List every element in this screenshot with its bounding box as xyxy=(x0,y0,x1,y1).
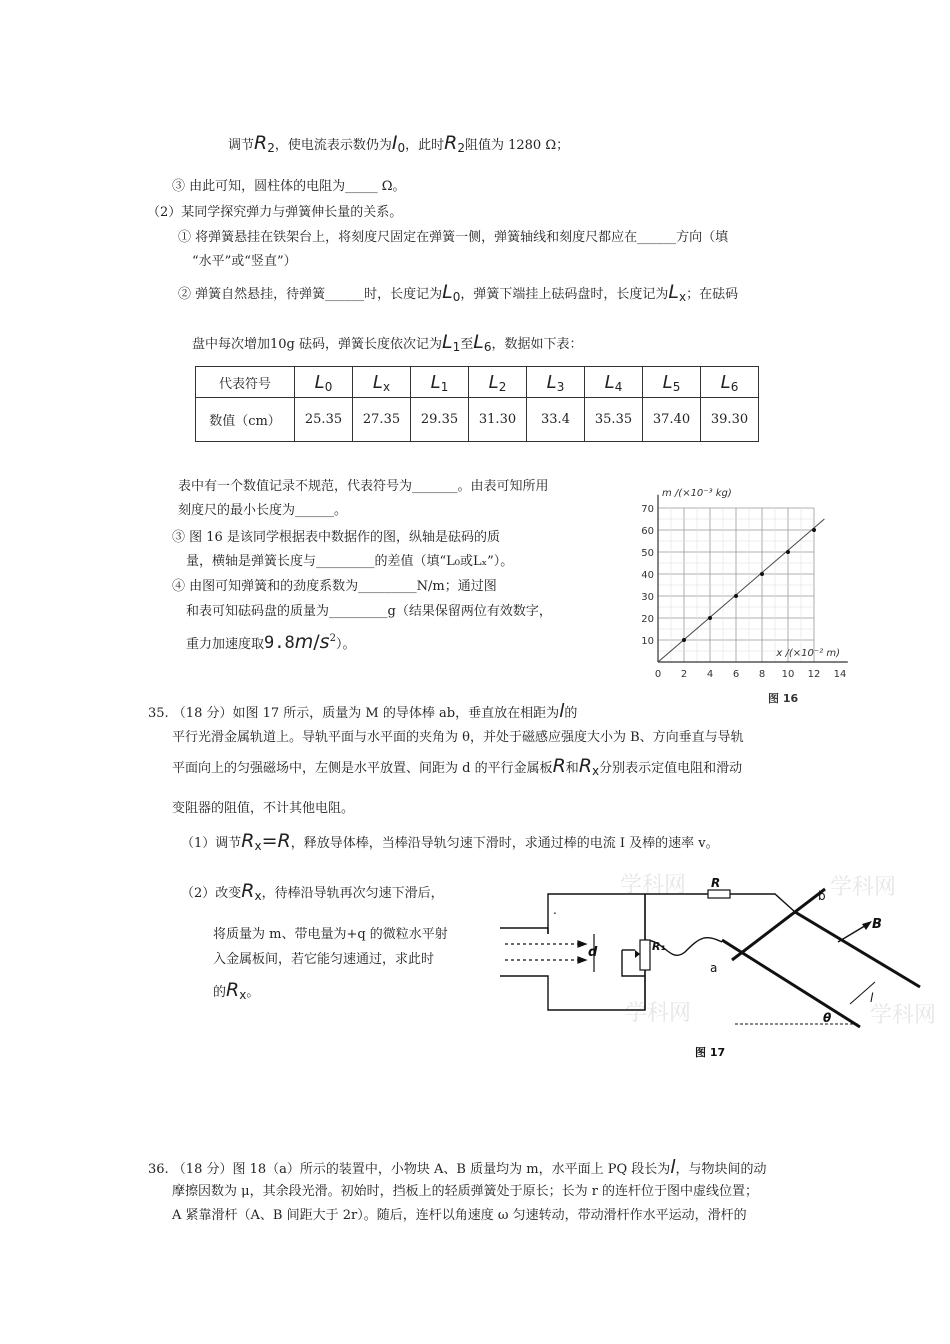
table-symbol-cell: L0 xyxy=(295,367,353,398)
q2-step3: 盘中每次增加10g 砝码，弹簧长度依次记为L1至L6，数据如下表： xyxy=(192,331,583,354)
y-tick-label: 40 xyxy=(641,570,654,581)
table-value-cell: 37.40 xyxy=(643,398,701,442)
q35-line3: 平面向上的匀强磁场中，左侧是水平放置、间距为 d 的平行金属板R和Rx分别表示定值电阻和滑动 xyxy=(172,755,743,778)
label-r1: R₁ xyxy=(652,940,666,953)
q2-para4: 量，横轴是弹簧长度与_________的差值（填“L₀或Lₓ”）。 xyxy=(186,554,514,569)
data-point xyxy=(760,572,764,576)
resistor-r xyxy=(708,890,730,898)
x-axis-label: x /(×10⁻² m) xyxy=(776,648,840,659)
x-tick-label: 2 xyxy=(680,669,688,680)
q2-para6: 和表可知砝码盘的质量为_________g（结果保留两位有效数字， xyxy=(186,604,552,619)
q35-line1: 35. （18 分）如图 17 所示，质量为 M 的导体棒 ab，垂直放在相距为l的 xyxy=(148,700,578,722)
q35-part2-line4: 的Rx。 xyxy=(213,979,260,1002)
q2-step2: ② 弹簧自然悬挂，待弹簧______时，长度记为L0，弹簧下端挂上砝码盘时，长度记为Lx；在砝码 xyxy=(178,281,739,304)
figure-16-caption: 图 16 xyxy=(768,692,799,705)
q36-line1: 36. （18 分）图 18（a）所示的装置中，小物块 A、B 质量均为 m，水平面上 PQ 段长为l，与物块间的动 xyxy=(148,1156,767,1178)
data-point xyxy=(812,528,816,532)
text-line-adjust-r2: 调节R2，使电流表示数仍为I0，此时R2阻值为 1280 Ω； xyxy=(228,132,570,155)
q36-line2: 摩擦因数为 μ，其余段光滑。初始时，挡板上的轻质弹簧处于原长；长为 r 的连杆位于图中虚线位置； xyxy=(172,1184,759,1199)
b-field-arrow xyxy=(838,924,868,942)
x-tick-label: 4 xyxy=(706,669,714,680)
table-value-cell: 25.35 xyxy=(295,398,353,442)
watermark: 学科网 xyxy=(830,875,897,900)
question-2-title: （2）某同学探究弹力与弹簧伸长量的关系。 xyxy=(147,205,403,220)
q35-part2-line3: 入金属板间，若它能匀速通过，求此时 xyxy=(213,952,435,967)
q36-line3: A 紧靠滑杆（A、B 间距大于 2r）。随后，连杆以角速度 ω 匀速转动，带动滑杆作水平运动，滑杆的 xyxy=(172,1208,747,1223)
y-tick-label: 20 xyxy=(641,614,654,625)
table-value-cell: 39.30 xyxy=(701,398,759,442)
label-dot: . xyxy=(553,903,557,917)
table-symbol-cell: L3 xyxy=(527,367,585,398)
watermark: 学科网 xyxy=(620,873,687,898)
y-tick-label: 10 xyxy=(641,636,654,647)
q35-part2-line2: 将质量为 m、带电量为+q 的微粒水平射 xyxy=(213,927,448,942)
table-row xyxy=(196,398,759,442)
table-value-cell: 31.30 xyxy=(469,398,527,442)
table-header-cell: 代表符号 xyxy=(196,367,295,398)
q2-para3: ③ 图 16 是该同学根据表中数据作的图，纵轴是砝码的质 xyxy=(172,530,500,545)
x-tick-label: 10 xyxy=(781,669,795,680)
text-line-resistance: ③ 由此可知，圆柱体的电阻为_____ Ω。 xyxy=(172,179,406,194)
q2-step1a: ① 将弹簧悬挂在铁架台上，将刻度尺固定在弹簧一侧，弹簧轴线和刻度尺都应在______方向（填 xyxy=(178,230,729,245)
figure-16-graph xyxy=(630,482,860,712)
table-value-cell: 29.35 xyxy=(411,398,469,442)
y-tick-label: 70 xyxy=(641,504,654,515)
label-B: B xyxy=(872,917,882,932)
label-r: R xyxy=(711,876,721,890)
y-tick-label: 60 xyxy=(641,526,654,537)
figure-17-circuit xyxy=(500,872,940,1072)
q2-step1b: “水平”或“竖直”） xyxy=(192,254,297,269)
q2-para5: ④ 由图可知弹簧和的劲度系数为_________N/m；通过图 xyxy=(172,579,497,594)
table-symbol-cell: L5 xyxy=(643,367,701,398)
watermark: 学科网 xyxy=(870,1003,937,1028)
y-tick-label: 50 xyxy=(641,548,654,559)
graph-grid xyxy=(658,508,814,662)
table-symbol-cell: L1 xyxy=(411,367,469,398)
table-header-cell: 数值（cm） xyxy=(196,398,295,442)
label-l: l xyxy=(870,991,874,1005)
conductor-rod-ab xyxy=(732,889,825,960)
q2-para7: 重力加速度取$9.8m/s^2$）。 xyxy=(186,631,356,653)
slider-arrow-icon xyxy=(635,950,640,958)
q35-part2: （2）改变Rx，待棒沿导轨再次匀速下滑后， xyxy=(181,880,444,903)
table-symbol-cell: L4 xyxy=(585,367,643,398)
table-value-cell: 35.35 xyxy=(585,398,643,442)
b-arrow-head-icon xyxy=(862,921,872,930)
x-tick-label: 6 xyxy=(732,669,740,680)
q2-para2: 刻度尺的最小长度为______。 xyxy=(178,503,348,518)
q35-part1: （1）调节Rx=R，释放导体棒，当棒沿导轨匀速下滑时，求通过棒的电流 I 及棒的速率 v。 xyxy=(181,830,719,853)
data-point xyxy=(682,638,686,642)
x-tick-label: 0 xyxy=(654,669,662,680)
label-b: b xyxy=(818,889,826,903)
table-value-cell: 33.4 xyxy=(527,398,585,442)
particle-beam xyxy=(505,934,594,972)
table-symbol-cell: L2 xyxy=(469,367,527,398)
watermark: 学科网 xyxy=(625,1001,692,1026)
label-d: d xyxy=(588,945,598,960)
data-table xyxy=(195,366,759,442)
q35-line4: 变阻器的阻值，不计其他电阻。 xyxy=(172,801,355,816)
x-tick-label: 14 xyxy=(833,669,847,680)
x-tick-label: 12 xyxy=(807,669,821,680)
y-axis-label: m /(×10⁻³ kg) xyxy=(662,488,732,499)
y-tick-label: 30 xyxy=(641,592,654,603)
data-point xyxy=(708,616,712,620)
table-value-cell: 27.35 xyxy=(353,398,411,442)
x-tick-label: 8 xyxy=(758,669,766,680)
resistor-r1 xyxy=(640,940,650,970)
table-row xyxy=(196,367,759,398)
data-point xyxy=(734,594,738,598)
table-symbol-cell: Lx xyxy=(353,367,411,398)
data-point xyxy=(786,550,790,554)
label-a: a xyxy=(710,961,718,975)
q35-line2: 平行光滑金属轨道上。导轨平面与水平面的夹角为 θ，并处于磁感应强度大小为 B、方向垂直与导轨 xyxy=(172,730,744,745)
label-theta: θ xyxy=(823,1011,832,1025)
q2-para1: 表中有一个数值记录不规范，代表符号为_______。由表可知所用 xyxy=(178,479,549,494)
table-symbol-cell: L6 xyxy=(701,367,759,398)
figure-17-caption: 图 17 xyxy=(695,1046,726,1059)
